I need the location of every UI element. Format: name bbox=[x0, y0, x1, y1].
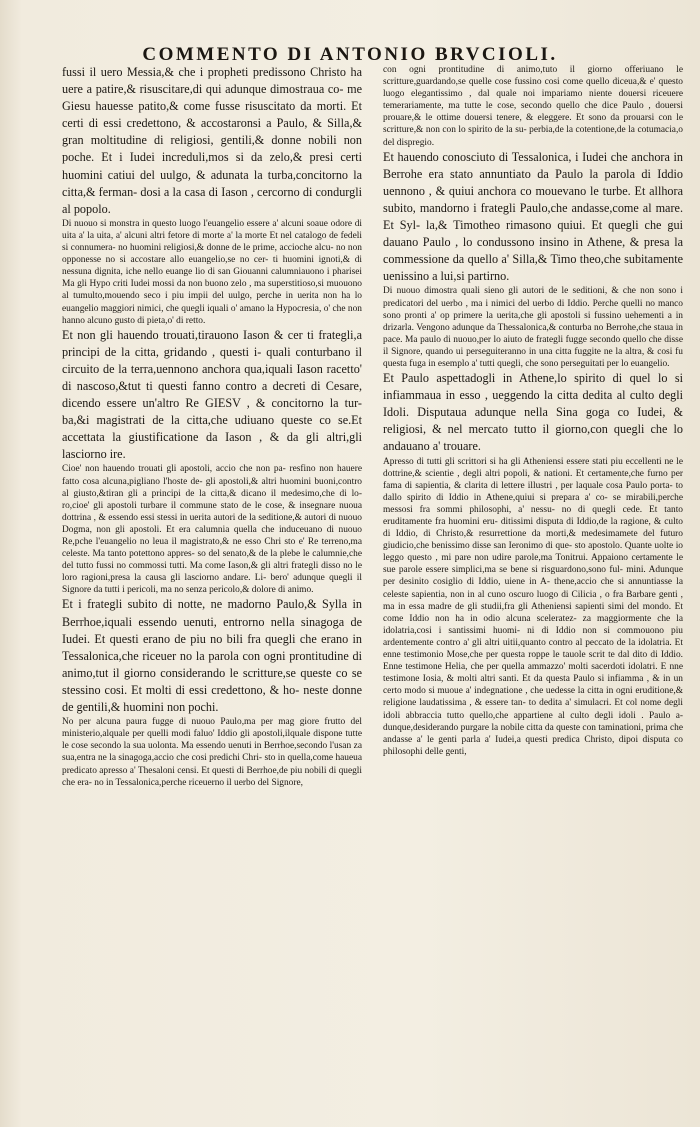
commentary-passage: No per alcuna paura fugge di nuouo Paulo,ma per mag giore frutto del ministerio,alquale per quelli modi faluo' Iddio gli apostoli,ilquale dispone tutte le cose secondo la sua uolonta. Ma essendo uenuti in Berrhoe,secondo l'usan za sua,entra ne la sinagoga,accio che cosi predichi Chri- sto in quella,come haueua predicato apresso a' Thesaloni censi. Et questi di Berrhoe,de piu nobili di quegli che era- no in Tessalonica,perche riceuerno il uerbo del Signore, bbox=[62, 717, 362, 788]
scripture-passage: fussi il uero Messia,& che i propheti predissono Christo ha uere a patire,& risuscitare,di qui adunque dimostraua co- me Giesu hauesse patito,& come fusse risuscitato da morti. Et certi di essi credettono, & accostaronsi a Paulo, & Silla,& gran moltitudine di religiosi, gentili,& donne nobili non poche. Et i Iudei increduli,mos si da zelo,& presi certi huomini catiui del uulgo, & adunata la turba,concitorno la citta,& ferman- dosi a la casa di Iason , cercorno di condurgli al popolo. bbox=[62, 65, 362, 216]
scripture-passage: Et i frategli subito di notte, ne madorno Paulo,& Sylla in Berrhoe,iquali essendo uenuti, entrorno nella sinagoga de Iudei. Et questi erano de piu no bili fra quegli che erano in Tessalonica,che riceuer no la parola con ogni prontitudine di animo,tut il giorno considerando le scritture,se queste co se stessino cosi. Et molti di essi credettono, & ho- neste donne de gentili,& huomini non pochi. bbox=[62, 597, 362, 715]
scripture-passage: Et hauendo conosciuto di Tessalonica, i Iudei che anchora in Berrohe era stato annuntiato da Paulo la parola di Iddio uennono , & quiui anchora co mouevano le turbe. Et allhora subito, mandorno i frategli Paulo,che andasse,come al mare. Et Syl- la,& Timotheo rimasono quiui. Et quegli che gui dauano Paulo , lo condussono insino in Athene, & presa la commessione da quello a' Silla,& Timo theo,che subitamente uenissino a lui,si partirno. bbox=[383, 149, 683, 284]
commentary-passage: Apresso di tutti gli scrittori si ha gli Atheniensi essere stati piu eccellenti ne le dottrine,& scientie , degli altri popoli, & nationi. Et certamente,che furno per fama di sapientia, & clarita di lettere illustri , per laquale cosa Paulo porta- to dallo spirito di Iddio in Athene,quiui si prepara a' co- se mirabili,perche messosi fra sommi philosophi, a' nessu- no di quegli cede. Et tanto eruditamente fra huomini eru- ditissimi disputa di Iddio,de la ragione, & culto di Iddio, di Christo,& resurrettione da morti,& medesimamete del futuro giudicio,che benissimo disse san Ieronimo di que- sto apostolo. Quante uolte io leggo questo , mi pare non udire parole,ma Tonitrui. Appaiono certamente le sue parole essere simplici,ma se bene si risguardono,sono ful- mini. Adunque per desinito cosiglio di Iddio, uiene in A- thene,accio che si annuntiasse la celeste sapientia, non in al cuno oscuro luogo di Cilicia , o fra Barbare genti , ma in essa madre de gli studii,fra gli Atheniensi sapienti simi del mondo. Et come Iddio non ha in odio alcuna sceleratez- za maggiormente che la idolatria,cosi i santissimi huomi- ni di Iddio non si commouono piu ardentemente contro a' gli altri uitii,quanto contro al peccato de la idolatria. Et enne testimonio Mose,che per questa roppe le tauole scrit te dal dito di Iddio. Enne testimone Helia, che per quella ammazzo' molti sacerdoti idolatri. E nne testimone Iosia, & molti altri santi. Et da questa Paulo si infiamma , & in un certo modo si muoue a' indegnatione , che uedesse la citta in ogni eruditione,& religione laudatissima , & essere tan- to dedita a' simulacri. Et col nome degli idoli abbraccia tutto quello,che appartiene al culto degli idoli . Paulo a- dunque,desiderando purgare la nobile citta da queste con taminationi, prima che andasse a' le genti parla a' Iudei,a questi predica Christo, dipoi disputa co philosophi delle genti, bbox=[383, 456, 683, 757]
commentary-passage: Cioe' non hauendo trouati gli apostoli, accio che non pa- resfino non hauere fatto cosa alcuna,pigliano l'hoste de- gli apostoli,& altri huomini buoni,contro al giusto,&tiran gli a principi de la citta,& dicano il medesimo,che di lo- ro,cioe' gli apostoli turbare il commune stato de le cose, & insegnare nuoua dottrina , & essendo essi stessi in uerita autori de la seditione,& autori di nuouo Dogma, non gli apostoli. Et era calumnia quella che induceuano di nuouo Re,pche l'euangelio no leua il magistrato,& ne esso Chri sto e' Re terreno,ma celeste. Ma tanto potettono appres- so del senato,& de la plebe le calumnie,che del tutto fussi no commossi tutti. Ma come Iason,& gli altri frategli disso no le loro ragioni,presa la causa gli lasciorno andare. Li- bero' adunque quegli il Signore da tutti i pericoli, ma no senza pericolo,& dolore di animo. bbox=[62, 464, 362, 596]
scripture-passage: Et Paulo aspettadogli in Athene,lo spirito di quel lo si infiammaua in esso , ueggendo la citta dedita al culto degli Idoli. Disputaua adunque nella Sina goga co Iudei, & religiosi, & nel mercato tutto il giorno,con quegli che lo andauano a' trouare. bbox=[383, 371, 683, 454]
commentary-passage: con ogni prontitudine di animo,tuto il giorno offeriuano le scritture,guardando,se quelle cose fussino cosi come quello diceua,& e' questo luogo elegantissimo , dal quale noi impariamo niente douersi riceuere temerariamente, ma tutte le cose, secondo quello che dice Paulo , douersi prouare,& le ottime douersi tenere, & eleggere. Et sono da prouarsi con le scritture,& non con lo spirito de la su- perbia,de la cotentione,de la cotumacia,o del dispregio. bbox=[383, 65, 683, 148]
scripture-passage: Et non gli hauendo trouati,tirauono Iason & cer ti frategli,a principi de la citta, gridando , questi i- quali conturbano il circuito de la terra,uennono anchora qua,iquali Iason racetto' di nascoso,&tut ti questi fanno contro a decreti di Cesare, dicendo essere un'altro Re GIESV , & concitorno la tur- ba,&i magistrati de la citta,che udiuano queste co se.Et accettata la giustificatione da Iason , & da gli altri,gli lasciorno ire. bbox=[62, 327, 362, 462]
right-text-column bbox=[383, 64, 683, 1119]
running-header: COMMENTO DI ANTONIO BRVCIOLI. bbox=[142, 44, 558, 65]
commentary-passage: Di nuouo si monstra in questo luogo l'euangelio essere a' alcuni soaue odore di uita a' la uita, a' alcuni altri fetore di morte a' la morte Et nel catalogo de fedeli si connumera- no huomini religiosi,& donne de le prime, accioche alcu- no non opponesse no si accostare allo euangelio,se no cer- ti huomini ignoti,& di nessuna dignita, iche nello euange lio di san Giouanni calumniauono i pharisei Ma gli Hypo criti Iudei mossi da non buono zelo , ma superstitioso,si muouono al tumulto,mouendo seco i piu impii del uulgo, perche in uerita non ha lo euangelio maggiori nimici, che quegli iquali o' amano la Hypocresia, o' che non hanno alcuno gusto di pieta,o' di retto. bbox=[62, 218, 362, 326]
left-text-column bbox=[62, 64, 362, 1119]
commentary-passage: Di nuouo dimostra quali sieno gli autori de le seditioni, & che non sono i predicatori del uerbo , ma i nimici del uerbo di Iddio. Perche quelli no manco sono pronti a' op primere la uerita,che gli apostoli si fussino uehementi a in drizarla. Vengono adunque da Thessalonica,& conturba no Berrohe,che staua in pace. Ma paulo di nuouo,per lo aiuto de frategli fugge secondo quello che disse il Signore, quando ui perseguiteranno in una citta fuggite ne la altra, & cosi fu questa fuga in esemplo a' tutti quegli, che sono perseguitati per lo euangelio. bbox=[383, 286, 683, 369]
